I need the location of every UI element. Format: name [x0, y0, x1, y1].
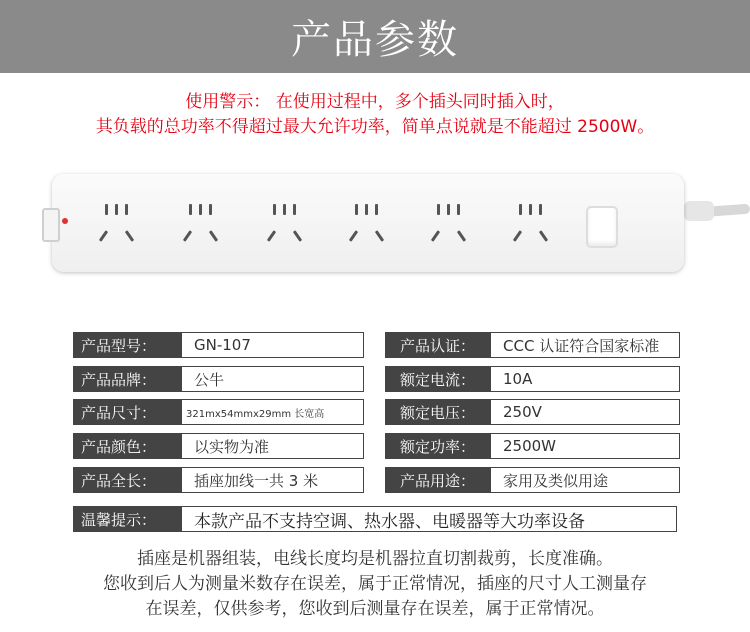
note-line-2: 您收到后人为测量米数存在误差，属于正常情况，插座的尺寸人工测量存 — [103, 574, 647, 594]
param-value: 家用及类似用途 — [490, 467, 680, 493]
power-switch — [586, 206, 618, 248]
param-value: 2500W — [490, 433, 680, 459]
socket-slot — [209, 230, 218, 242]
socket-slot — [293, 230, 302, 242]
param-value: 以实物为准 — [181, 433, 364, 459]
socket-slot — [99, 230, 108, 242]
socket-slot — [375, 230, 384, 242]
param-value: 插座加线一共 3 米 — [181, 467, 364, 493]
warning-line-2: 其负载的总功率不得超过最大允许功率，简单点说就是不能超过 2500W。 — [95, 117, 655, 137]
param-row-tip — [73, 506, 677, 532]
socket-outlet — [264, 198, 314, 250]
param-label: 产品型号： — [73, 332, 181, 358]
param-value: 10A — [490, 366, 680, 392]
socket-slot — [457, 230, 466, 242]
param-row-usage — [385, 467, 680, 493]
param-value: CCC 认证符合国家标准 — [490, 332, 680, 358]
socket-slot — [349, 230, 358, 242]
param-label: 额定电压： — [385, 399, 490, 425]
socket-slot — [519, 204, 522, 215]
note-line-1: 插座是机器组装，电线长度均是机器拉直切割裁剪，长度准确。 — [137, 549, 613, 569]
param-value: 321mx54mmx29mm 长宽高 — [181, 399, 364, 425]
socket-slot — [447, 204, 450, 215]
param-value: 公牛 — [181, 366, 364, 392]
socket-slot — [115, 204, 118, 215]
param-label: 额定电流： — [385, 366, 490, 392]
socket-outlet — [96, 198, 146, 250]
param-label: 产品用途： — [385, 467, 490, 493]
socket-slot — [293, 204, 296, 215]
socket-slot — [539, 230, 548, 242]
param-row-length — [73, 467, 364, 493]
socket-slot — [189, 204, 192, 215]
param-row-brand — [73, 366, 364, 392]
param-value: 本款产品不支持空调、热水器、电暖器等大功率设备 — [181, 506, 677, 532]
socket-slot — [105, 204, 108, 215]
socket-slot — [199, 204, 202, 215]
param-label: 产品尺寸： — [73, 399, 181, 425]
param-label: 产品全长： — [73, 467, 181, 493]
socket-slot — [431, 230, 440, 242]
socket-slot — [437, 204, 440, 215]
param-row-certification — [385, 332, 680, 358]
socket-slot — [183, 230, 192, 242]
param-row-current — [385, 366, 680, 392]
socket-slot — [283, 204, 286, 215]
socket-slot — [355, 204, 358, 215]
socket-slot — [125, 230, 134, 242]
param-label: 产品品牌： — [73, 366, 181, 392]
socket-outlet — [180, 198, 230, 250]
socket-outlet — [346, 198, 396, 250]
socket-slot — [365, 204, 368, 215]
page-title: 产品参数 — [291, 17, 459, 63]
param-label: 产品认证： — [385, 332, 490, 358]
cable-strain-relief — [684, 201, 714, 221]
param-label: 温馨提示： — [73, 506, 181, 532]
note-line-3: 在误差，仅供参考，您收到后测量存在误差，属于正常情况。 — [145, 599, 605, 619]
param-row-size — [73, 399, 364, 425]
socket-slot — [539, 204, 542, 215]
hanging-clip — [42, 208, 60, 242]
socket-outlet — [510, 198, 560, 250]
socket-slot — [457, 204, 460, 215]
param-label: 额定功率： — [385, 433, 490, 459]
socket-slot — [267, 230, 276, 242]
header-bar — [0, 0, 750, 73]
param-row-model — [73, 332, 364, 358]
socket-slot — [375, 204, 378, 215]
param-row-color — [73, 433, 364, 459]
socket-slot — [513, 230, 522, 242]
param-value: 250V — [490, 399, 680, 425]
socket-slot — [209, 204, 212, 215]
socket-slot — [529, 204, 532, 215]
warning-line-1: 使用警示： 在使用过程中，多个插头同时插入时， — [185, 92, 565, 112]
param-label: 产品颜色： — [73, 433, 181, 459]
socket-outlet — [428, 198, 478, 250]
socket-slot — [125, 204, 128, 215]
indicator-led — [62, 218, 68, 224]
socket-slot — [273, 204, 276, 215]
param-row-voltage — [385, 399, 680, 425]
brand-logo-mark — [632, 216, 658, 240]
param-row-power — [385, 433, 680, 459]
param-value: GN-107 — [181, 332, 364, 358]
